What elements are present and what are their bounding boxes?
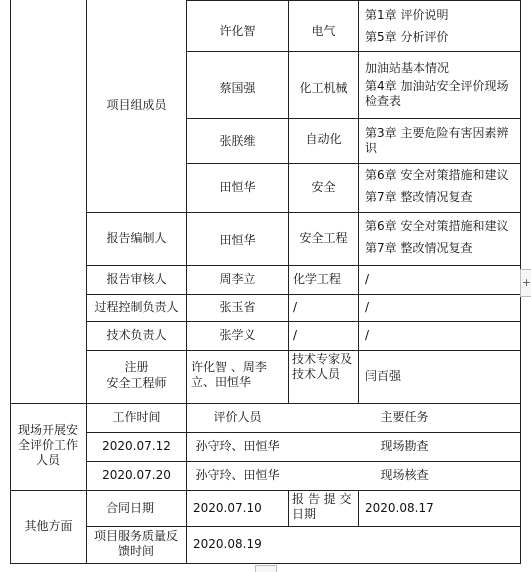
writer-name: 田恒华	[219, 233, 256, 247]
rule	[86, 432, 520, 433]
member-task: 第4章 加油站安全评价现场检查表	[365, 79, 509, 108]
submit-date: 2020.08.17	[365, 501, 434, 515]
controller-major: /	[293, 300, 298, 314]
controller-label: 过程控制负责人	[94, 300, 179, 314]
expert-label: 技术专家及技术人员	[292, 352, 353, 381]
reviewer-name: 周李立	[219, 272, 256, 286]
reviewer-major: 化学工程	[293, 272, 342, 286]
writer-label: 报告编制人	[106, 231, 167, 245]
rule	[86, 350, 520, 351]
member-task: 加油站基本情况	[365, 61, 450, 75]
member-task: 第7章 整改情况复查	[365, 190, 473, 204]
rule	[288, 490, 289, 527]
expand-button[interactable]: +	[520, 269, 531, 297]
onsite-label: 现场开展安全评价工作人员	[17, 423, 78, 467]
contract-date: 2020.07.10	[193, 501, 262, 515]
onsite-header-people: 评价人员	[213, 410, 262, 424]
onsite-header-time: 工作时间	[112, 410, 161, 424]
tech-lead-label: 技术负责人	[106, 328, 167, 342]
rule	[86, 212, 520, 213]
rule	[86, 321, 520, 322]
rule	[186, 51, 520, 52]
controller-name: 张玉省	[219, 300, 256, 314]
member-name: 许化智	[219, 24, 256, 38]
rule	[86, 526, 520, 527]
member-name: 田恒华	[219, 180, 256, 194]
onsite-people: 孙守玲、田恒华	[195, 468, 280, 482]
onsite-time: 2020.07.12	[102, 439, 171, 453]
onsite-time: 2020.07.20	[102, 468, 171, 482]
contract-label: 合同日期	[106, 501, 155, 515]
member-task: 第5章 分析评价	[365, 30, 449, 44]
feedback-label: 项目服务质量反馈时间	[93, 529, 178, 558]
rule	[186, 163, 520, 164]
feedback-date: 2020.08.19	[193, 537, 262, 551]
submit-label: 报 告 提 交日期	[292, 492, 352, 521]
rule	[10, 0, 11, 564]
member-task: 第6章 安全对策措施和建议	[365, 168, 509, 182]
member-name: 蔡国强	[219, 81, 256, 95]
writer-task: 第7章 整改情况复查	[365, 241, 473, 255]
engineer-label: 安全工程师	[106, 376, 167, 390]
member-major: 电气	[311, 24, 336, 38]
rule	[86, 265, 520, 266]
writer-major: 安全工程	[299, 231, 348, 245]
member-major: 安全	[311, 180, 336, 194]
tech-lead-major: /	[293, 328, 298, 342]
onsite-people: 孙守玲、田恒华	[195, 439, 280, 453]
member-major: 自动化	[305, 132, 342, 146]
rule	[288, 0, 289, 404]
member-name: 张朕维	[219, 134, 256, 148]
onsite-header-task: 主要任务	[380, 410, 429, 424]
onsite-task: 现场勘查	[380, 439, 429, 453]
rule	[358, 0, 359, 404]
onsite-task: 现场核查	[380, 468, 429, 482]
rule	[358, 490, 359, 527]
rule	[186, 0, 520, 1]
rule	[86, 294, 520, 295]
team-label: 项目组成员	[106, 98, 167, 112]
tech-lead-task: /	[365, 328, 370, 342]
other-label: 其他方面	[24, 519, 73, 533]
member-major: 化工机械	[299, 81, 348, 95]
member-task: 第3章 主要危险有害因素辨识	[365, 126, 509, 155]
tech-lead-name: 张学义	[219, 328, 256, 342]
writer-task: 第6章 安全对策措施和建议	[365, 219, 509, 233]
rule	[186, 118, 520, 119]
reviewer-label: 报告审核人	[106, 272, 167, 286]
member-task: 第1章 评价说明	[365, 8, 449, 22]
controller-task: /	[365, 300, 370, 314]
rule	[86, 461, 520, 462]
expert-name: 闫百强	[365, 369, 402, 383]
reviewer-task: /	[365, 272, 370, 286]
engineer-names: 许化智 、周李立、田恒华	[191, 360, 267, 389]
engineer-label: 注册	[124, 360, 149, 374]
